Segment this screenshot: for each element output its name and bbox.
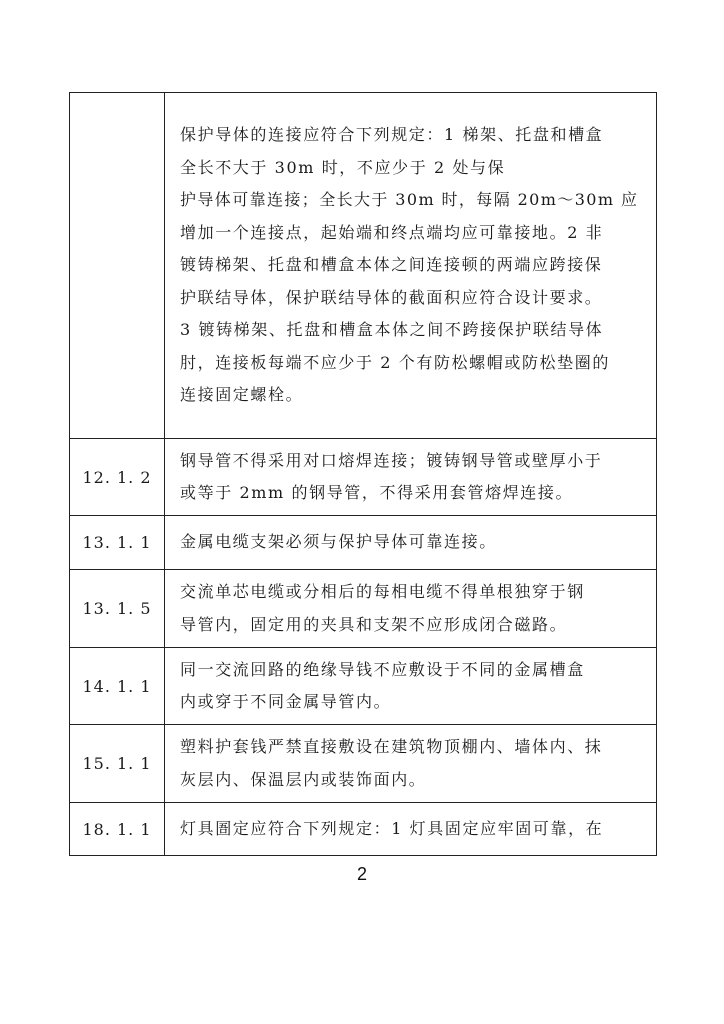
clause-number bbox=[70, 93, 165, 439]
text-line: 或等于 2mm 的钢导管，不得采用套管熔焊连接。 bbox=[180, 483, 574, 502]
text-line: 金属电缆支架必须与保护导体可靠连接。 bbox=[180, 532, 497, 552]
text-line: 保护导体的连接应符合下列规定：1 梯架、托盘和槽盒 bbox=[180, 125, 604, 145]
text-line: 护导体可靠连接；全长大于 30m 时，每隔 20m～30m 应 bbox=[180, 190, 639, 210]
table-row bbox=[70, 516, 657, 570]
text-line: 3 镀铸梯架、托盘和槽盒本体之间不跨接保护联结导体 bbox=[180, 320, 604, 340]
text-line: 镀铸梯架、托盘和槽盒本体之间连接顿的两端应跨接保 bbox=[180, 255, 603, 275]
text-line: 导管内，固定用的夹具和支架不应形成闭合磁路。 bbox=[180, 614, 568, 634]
clause-text bbox=[165, 439, 657, 516]
table-row bbox=[70, 439, 657, 516]
clause-number: 12. 1. 2 bbox=[70, 439, 165, 516]
clause-text bbox=[165, 803, 657, 856]
text-line: 内或穿于不同金属导管内。 bbox=[180, 692, 392, 711]
clause-text bbox=[165, 648, 657, 725]
clause-number: 15. 1. 1 bbox=[70, 725, 165, 803]
text-line: 肘，连接板每端不应少于 2 个有防松螺帽或防松垫圈的 bbox=[180, 352, 610, 372]
clause-number: 18. 1. 1 bbox=[70, 803, 165, 856]
text-line: 灯具圄定应符合下列规定：1 灯具固定应牢固可靠，在 bbox=[180, 818, 604, 838]
clause-text bbox=[165, 725, 657, 803]
specification-table bbox=[69, 92, 657, 856]
clause-number: 13. 1. 1 bbox=[70, 516, 165, 570]
table-row bbox=[70, 803, 657, 856]
clause-number: 14. 1. 1 bbox=[70, 648, 165, 725]
clause-text bbox=[165, 516, 657, 570]
text-line: 全长不大于 30m 时，不应少于 2 处与保 bbox=[180, 157, 506, 177]
table-row bbox=[70, 725, 657, 803]
text-line: 钢导管不得采用对口熔焊连接；镀铸钢导管或壁厚小于 bbox=[180, 450, 603, 470]
table-row bbox=[70, 570, 657, 648]
text-line: 塑料护套钱严禁直接敷设在建筑物顶棚内、墙体内、抹 bbox=[180, 737, 603, 756]
clause-text bbox=[165, 93, 657, 439]
clause-text bbox=[165, 570, 657, 648]
table-row bbox=[70, 648, 657, 725]
text-line: 同一交流回路的绝缘导钱不应敷设于不同的金属槽盒 bbox=[180, 659, 585, 679]
text-line: 交流单芯电缆或分相后的每相电缆不得单根独穿于钢 bbox=[180, 582, 585, 601]
page-number: 2 bbox=[356, 864, 367, 884]
text-line: 灰层内、保温层内或装饰面内。 bbox=[180, 769, 427, 789]
text-line: 增加一个连接点，起始端和终点端均应可靠接地。2 非 bbox=[180, 222, 604, 242]
text-line: 连接固定螺栓。 bbox=[180, 385, 304, 405]
table-row bbox=[70, 93, 657, 439]
clause-number: 13. 1. 5 bbox=[70, 570, 165, 648]
text-line: 护联结导体，保护联结导体的截面积应符合设计要求。 bbox=[180, 287, 603, 307]
